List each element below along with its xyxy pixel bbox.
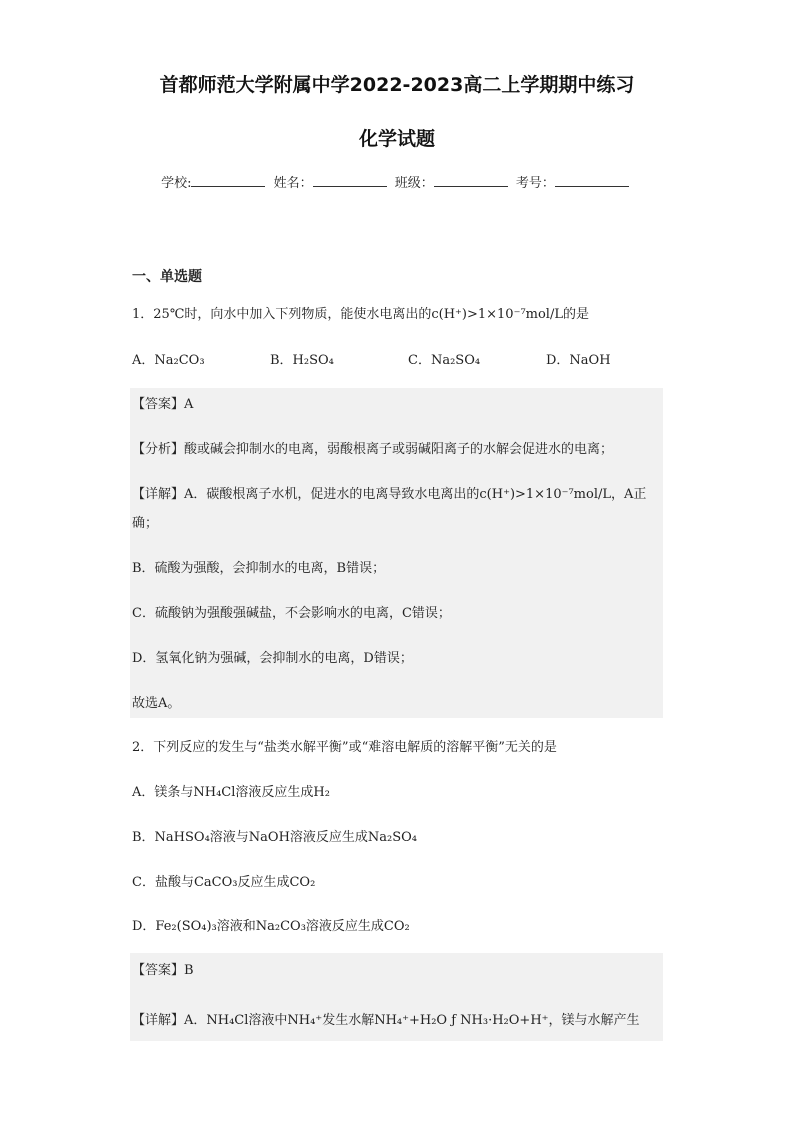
q2-option-d: D．Fe₂(SO₄)₃溶液和Na₂CO₃溶液反应生成CO₂ <box>132 919 410 934</box>
exam-number-blank <box>555 174 629 187</box>
q2-option-c: C．盐酸与CaCO₃反应生成CO₂ <box>132 875 316 890</box>
q1-options <box>132 352 662 370</box>
name-label: 姓名： <box>273 176 313 191</box>
q1-stem: 1．25℃时，向水中加入下列物质，能使水电离出的c(H⁺)>1×10⁻⁷mol/L的是 <box>132 307 589 322</box>
class-blank <box>434 174 508 187</box>
q1-detail-c: C．硫酸钠为强酸强碱盐，不会影响水的电离，C错误； <box>132 606 451 621</box>
q1-detail-d: D．氢氧化钠为强碱，会抑制水的电离，D错误； <box>132 651 413 666</box>
document-title: 首都师范大学附属中学2022-2023高二上学期期中练习 <box>159 74 635 96</box>
q1-conclusion: 故选A。 <box>132 696 181 711</box>
student-info-row <box>0 172 794 191</box>
q2-stem: 2．下列反应的发生与“盐类水解平衡”或“难溶电解质的溶解平衡”无关的是 <box>132 740 557 755</box>
school-label: 学校: <box>161 176 192 191</box>
class-label: 班级： <box>394 176 434 191</box>
section-heading: 一、单选题 <box>132 269 202 285</box>
q1-option-b: B．H₂SO₄ <box>270 353 334 368</box>
q2-answer: 【答案】B <box>132 963 194 978</box>
q1-detail-a: 【详解】A．碳酸根离子水机，促进水的电离导致水电离出的c(H⁺)>1×10⁻⁷mol/L，A正 <box>132 487 647 502</box>
q1-option-c: C．Na₂SO₄ <box>408 353 481 368</box>
q1-answer-box <box>130 388 663 718</box>
q2-option-a: A．镁条与NH₄Cl溶液反应生成H₂ <box>132 785 330 800</box>
exam-number-label: 考号： <box>515 176 555 191</box>
q1-detail-b: B．硫酸为强酸，会抑制水的电离，B错误； <box>132 561 386 576</box>
q2-option-b: B．NaHSO₄溶液与NaOH溶液反应生成Na₂SO₄ <box>132 830 418 845</box>
document-subtitle: 化学试题 <box>358 128 435 150</box>
q1-option-a: A．Na₂CO₃ <box>132 353 205 368</box>
q1-option-d: D．NaOH <box>546 353 611 368</box>
q2-detail-a: 【详解】A．NH₄Cl溶液中NH₄⁺发生水解NH₄⁺+H₂O ƒ NH₃·H₂O+H⁺，镁与水解产生 <box>132 1013 640 1028</box>
name-blank <box>313 174 387 187</box>
school-blank <box>191 174 265 187</box>
q1-answer: 【答案】A <box>132 397 194 412</box>
q1-analysis: 【分析】酸或碱会抑制水的电离，弱酸根离子或弱碱阳离子的水解会促进水的电离； <box>132 442 614 457</box>
q1-detail-a-cont: 确； <box>132 516 159 531</box>
